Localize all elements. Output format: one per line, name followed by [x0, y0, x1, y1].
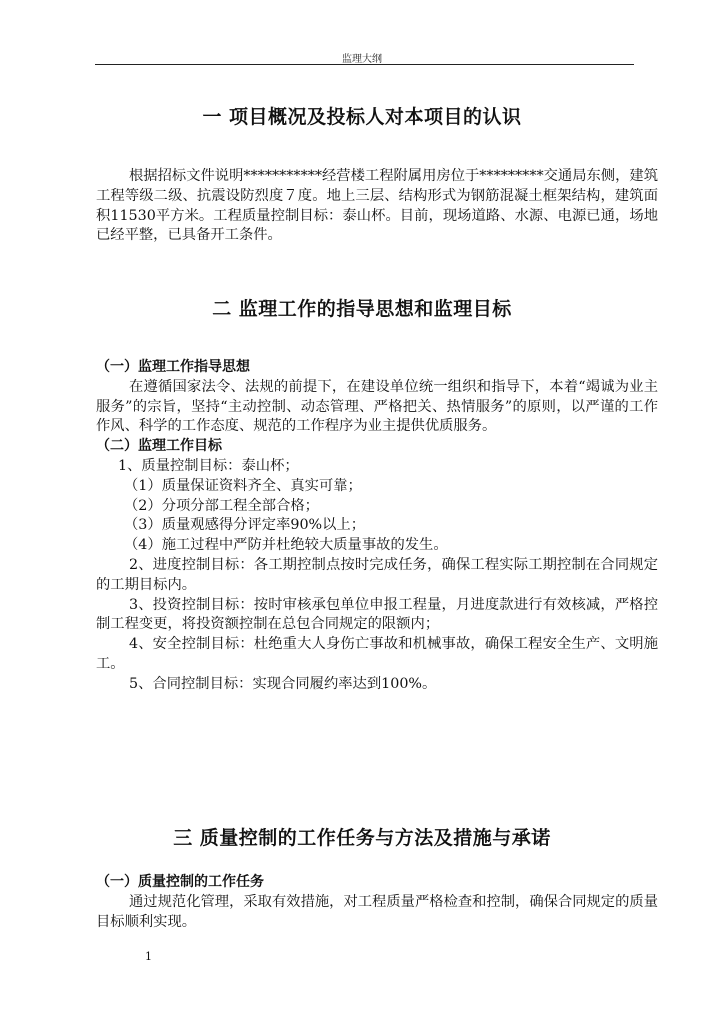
goal-item-1-sub-1: （1）质量保证资料齐全、真实可靠； — [124, 477, 362, 494]
section-1-body — [96, 167, 658, 246]
section-3-body — [96, 873, 658, 932]
subsection-3-1-paragraph: 通过规范化管理，采取有效措施，对工程质量严格检查和控制，确保合同规定的质量目标顺利实现。 — [96, 893, 658, 930]
section-3-title: 三 质量控制的工作任务与方法及措施与承诺 — [173, 827, 551, 849]
goal-item-4: 4、安全控制目标：杜绝重大人身伤亡事故和机械事故，确保工程安全生产、文明施工。 — [96, 636, 658, 672]
goal-item-5: 5、合同控制目标：实现合同履约率达到100%。 — [129, 675, 437, 692]
goal-item-2: 2、进度控制目标：各工期控制点按时完成任务，确保工程实际工期控制在合同规定的工期目标内。 — [96, 556, 658, 593]
section-1-title: 一 项目概况及投标人对本项目的认识 — [202, 106, 522, 128]
goal-item-1: 1、质量控制目标：泰山杯； — [118, 457, 299, 474]
running-header: 监理大纲 — [342, 54, 382, 65]
goal-item-1-sub-4: （4）施工过程中严防并杜绝较大质量事故的发生。 — [124, 537, 448, 554]
subsection-3-1-heading: （一）质量控制的工作任务 — [96, 874, 264, 890]
subsection-2-2-heading: （二）监理工作目标 — [96, 438, 222, 455]
subsection-2-1-heading: （一）监理工作指导思想 — [96, 359, 250, 375]
subsection-2-1-paragraph: 在遵循国家法令、法规的前提下，在建设单位统一组织和指导下，本着“竭诚为业主服务”的宗旨，坚持“主动控制、动态管理、严格把关、热情服务”的原则，以严谨的工作作风、科学的工作态度、规范的工作程序为业主提供优质服务。 — [96, 378, 658, 435]
section-2-title: 二 监理工作的指导思想和监理目标 — [212, 298, 512, 320]
goal-item-1-sub-2: （2）分项分部工程全部合格； — [124, 497, 319, 514]
page-number: 1 — [145, 950, 152, 963]
goal-item-3: 3、投资控制目标：按时审核承包单位申报工程量，月进度款进行有效核减，严格控制工程变更，将投资额控制在总包合同规定的限额内； — [96, 596, 658, 633]
goal-item-1-sub-3: （3）质量观感得分评定率90%以上； — [124, 517, 366, 534]
header-rule — [95, 64, 634, 65]
section-1-paragraph: 根据招标文件说明***********经营楼工程附属用房位于*********交通局东侧，建筑工程等级二级、抗震设防烈度７度。地上三层、结构形式为钢筋混凝土框架结构，建筑面积11530平方米。工程质量控制目标：泰山杯。目前，现场道路、水源、电源已通，场地已经平整，已具备开工条件。 — [96, 168, 658, 244]
section-2-body — [96, 358, 658, 695]
